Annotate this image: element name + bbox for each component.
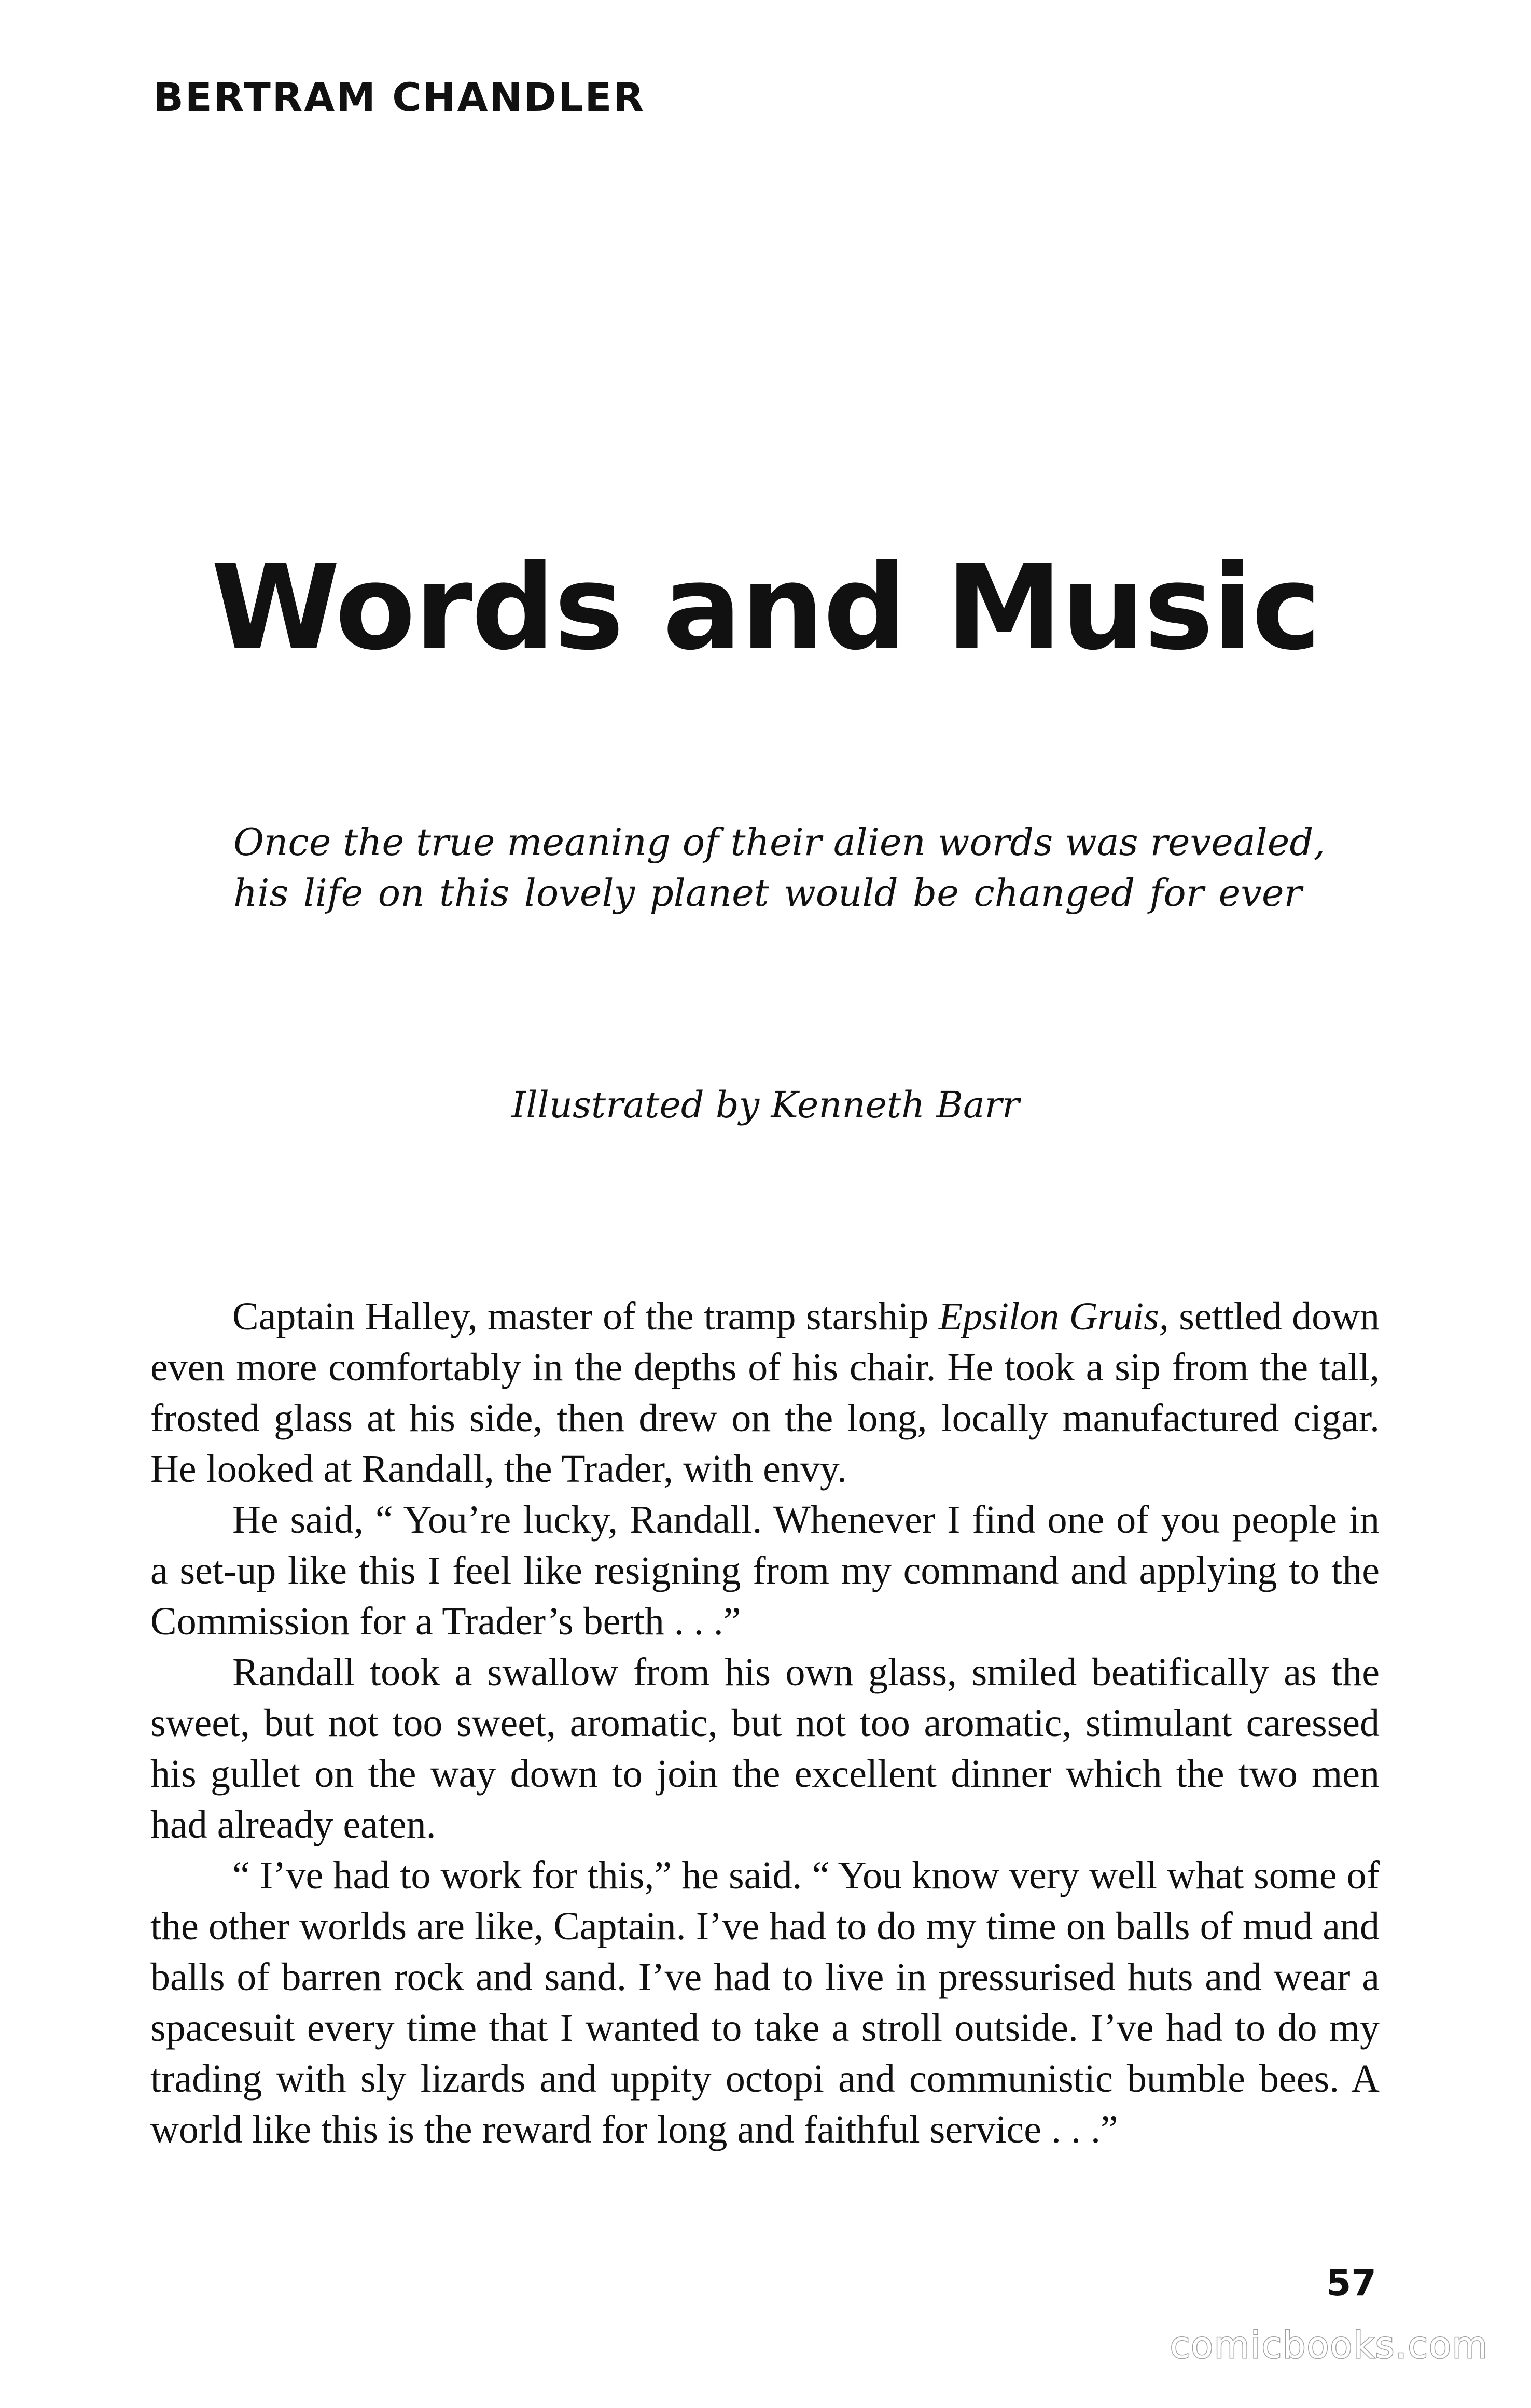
page-number: 57 (1326, 2262, 1376, 2304)
paragraph-text: settled down even more comfortably in the depths of his chair. He took a sip from the tall, frosted glass at his side, then drew on the long, locally manufactured cigar. He looked at Randall, the Trader, with envy. (150, 1295, 1380, 1491)
paragraph-text: Captain Halley, master of the tramp starship (232, 1295, 939, 1338)
paragraph: He said, “ You’re lucky, Randall. Whenever I find one of you people in a set-up like this I feel like resigning from my command and applying to the Commission for a Trader’s berth . . .” (150, 1498, 1380, 1643)
author-name: BERTRAM CHANDLER (154, 74, 645, 120)
watermark: comicbooks.com (1170, 2324, 1488, 2367)
illustrator-credit: Illustrated by Kenneth Barr (511, 1084, 1020, 1126)
blurb-line: his life on this lovely planet would be changed for ever (233, 871, 1302, 915)
paragraph: Randall took a swallow from his own glass, smiled beatifically as the sweet, but not too sweet, aromatic, but not too aromatic, stimulant caressed his gullet on the way down to join the excellent dinner which the two men had already eaten. (150, 1650, 1380, 1846)
blurb-line: Once the true meaning of their alien words was revealed, (233, 820, 1326, 864)
story-title: Words and Music (211, 540, 1320, 676)
paragraph: “ I’ve had to work for this,” he said. “ You know very well what some of the other worlds are like, Captain. I’ve had to do my time on balls of mud and balls of barren rock and sand. I’ve had to live in pressurised huts and wear a spacesuit every time that I wanted to take a stroll outside. I’ve had to do my trading with sly lizards and uppity octopi and communistic bumble bees. A world like this is the reward for long and faithful service . . .” (150, 1854, 1380, 2151)
story-blurb (233, 817, 1326, 918)
ship-name: Epsilon Gruis, (938, 1295, 1169, 1338)
paragraph (150, 1291, 1380, 1494)
story-body (150, 1291, 1380, 2155)
